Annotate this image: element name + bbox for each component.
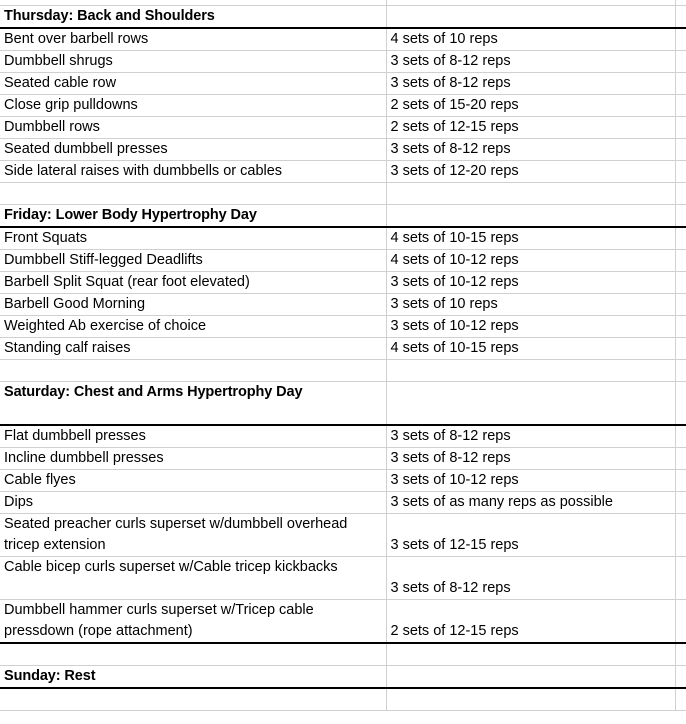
table-row: [0, 272, 686, 294]
extra-cell[interactable]: [675, 227, 686, 250]
day-header-row: [0, 6, 686, 29]
reps-cell[interactable]: [386, 643, 675, 666]
exercise-cell[interactable]: Dips: [0, 492, 386, 514]
extra-cell[interactable]: [675, 161, 686, 183]
exercise-cell[interactable]: Dumbbell shrugs: [0, 51, 386, 73]
extra-cell[interactable]: [675, 643, 686, 666]
extra-cell[interactable]: [675, 688, 686, 711]
table-row-spacer: [0, 643, 686, 666]
reps-cell[interactable]: [386, 360, 675, 382]
reps-cell[interactable]: 3 sets of 8-12 reps: [386, 557, 675, 600]
exercise-cell[interactable]: Seated dumbbell presses: [0, 139, 386, 161]
exercise-cell[interactable]: Seated preacher curls superset w/dumbbell overhead tricep extension: [0, 514, 386, 557]
exercise-cell[interactable]: Incline dumbbell presses: [0, 448, 386, 470]
reps-cell[interactable]: [386, 688, 675, 711]
reps-cell[interactable]: 4 sets of 10-15 reps: [386, 338, 675, 360]
table-row: [0, 51, 686, 73]
table-row: [0, 95, 686, 117]
reps-cell[interactable]: 3 sets of 8-12 reps: [386, 73, 675, 95]
reps-cell[interactable]: [386, 6, 675, 29]
reps-cell[interactable]: 3 sets of 8-12 reps: [386, 425, 675, 448]
extra-cell[interactable]: [675, 250, 686, 272]
day-header-row: [0, 666, 686, 689]
exercise-cell[interactable]: [0, 688, 386, 711]
reps-cell[interactable]: [386, 666, 675, 689]
day-header-cell[interactable]: Thursday: Back and Shoulders: [0, 6, 386, 29]
exercise-cell[interactable]: Weighted Ab exercise of choice: [0, 316, 386, 338]
reps-cell[interactable]: 3 sets of 8-12 reps: [386, 448, 675, 470]
extra-cell[interactable]: [675, 272, 686, 294]
extra-cell[interactable]: [675, 470, 686, 492]
table-row: [0, 425, 686, 448]
reps-cell[interactable]: [386, 183, 675, 205]
table-row: [0, 600, 686, 644]
day-header-row: [0, 205, 686, 228]
reps-cell[interactable]: 3 sets of 10 reps: [386, 294, 675, 316]
reps-cell[interactable]: 3 sets of 12-20 reps: [386, 161, 675, 183]
exercise-cell[interactable]: Dumbbell rows: [0, 117, 386, 139]
extra-cell[interactable]: [675, 117, 686, 139]
extra-cell[interactable]: [675, 338, 686, 360]
reps-cell[interactable]: [386, 205, 675, 228]
table-row: [0, 470, 686, 492]
extra-cell[interactable]: [675, 382, 686, 426]
reps-cell[interactable]: 3 sets of 12-15 reps: [386, 514, 675, 557]
table-row: [0, 492, 686, 514]
exercise-cell[interactable]: Front Squats: [0, 227, 386, 250]
exercise-cell[interactable]: Bent over barbell rows: [0, 28, 386, 51]
reps-cell[interactable]: 2 sets of 12-15 reps: [386, 117, 675, 139]
table-row-spacer: [0, 688, 686, 711]
table-row: [0, 338, 686, 360]
exercise-cell[interactable]: Cable bicep curls superset w/Cable tricep kickbacks: [0, 557, 386, 600]
table-row: [0, 294, 686, 316]
table-row: [0, 117, 686, 139]
reps-cell[interactable]: 3 sets of 8-12 reps: [386, 51, 675, 73]
extra-cell[interactable]: [675, 316, 686, 338]
table-row: [0, 139, 686, 161]
extra-cell[interactable]: [675, 51, 686, 73]
extra-cell[interactable]: [675, 205, 686, 228]
table-row-spacer: [0, 360, 686, 382]
reps-cell[interactable]: [386, 382, 675, 426]
table-row: [0, 227, 686, 250]
extra-cell[interactable]: [675, 183, 686, 205]
day-header-cell[interactable]: Saturday: Chest and Arms Hypertrophy Day: [0, 382, 386, 426]
reps-cell[interactable]: 2 sets of 15-20 reps: [386, 95, 675, 117]
reps-cell[interactable]: 3 sets of as many reps as possible: [386, 492, 675, 514]
extra-cell[interactable]: [675, 6, 686, 29]
table-row-spacer: [0, 183, 686, 205]
extra-cell[interactable]: [675, 492, 686, 514]
extra-cell[interactable]: [675, 425, 686, 448]
exercise-cell[interactable]: Barbell Split Squat (rear foot elevated): [0, 272, 386, 294]
reps-cell[interactable]: 3 sets of 10-12 reps: [386, 272, 675, 294]
extra-cell[interactable]: [675, 95, 686, 117]
exercise-cell[interactable]: Cable flyes: [0, 470, 386, 492]
table-row: [0, 250, 686, 272]
table-row: [0, 514, 686, 557]
table-row: [0, 161, 686, 183]
exercise-cell[interactable]: [0, 643, 386, 666]
extra-cell[interactable]: [675, 557, 686, 600]
extra-cell[interactable]: [675, 139, 686, 161]
exercise-cell[interactable]: Seated cable row: [0, 73, 386, 95]
table-row: [0, 73, 686, 95]
reps-cell[interactable]: 3 sets of 10-12 reps: [386, 316, 675, 338]
table-row: [0, 557, 686, 600]
reps-cell[interactable]: 3 sets of 10-12 reps: [386, 470, 675, 492]
extra-cell[interactable]: [675, 666, 686, 689]
reps-cell[interactable]: 2 sets of 12-15 reps: [386, 600, 675, 644]
exercise-cell[interactable]: [0, 183, 386, 205]
extra-cell[interactable]: [675, 28, 686, 51]
exercise-cell[interactable]: Flat dumbbell presses: [0, 425, 386, 448]
exercise-cell[interactable]: Dumbbell Stiff-legged Deadlifts: [0, 250, 386, 272]
reps-cell[interactable]: 4 sets of 10 reps: [386, 28, 675, 51]
extra-cell[interactable]: [675, 514, 686, 557]
exercise-cell[interactable]: Standing calf raises: [0, 338, 386, 360]
day-header-cell[interactable]: Sunday: Rest: [0, 666, 386, 689]
reps-cell[interactable]: 4 sets of 10-12 reps: [386, 250, 675, 272]
day-header-cell[interactable]: Friday: Lower Body Hypertrophy Day: [0, 205, 386, 228]
day-header-row: [0, 382, 686, 426]
exercise-cell[interactable]: Side lateral raises with dumbbells or cables: [0, 161, 386, 183]
extra-cell[interactable]: [675, 448, 686, 470]
exercise-cell[interactable]: Barbell Good Morning: [0, 294, 386, 316]
reps-cell[interactable]: 3 sets of 8-12 reps: [386, 139, 675, 161]
table-row: [0, 448, 686, 470]
exercise-cell[interactable]: [0, 360, 386, 382]
exercise-cell[interactable]: Dumbbell hammer curls superset w/Tricep cable pressdown (rope attachment): [0, 600, 386, 644]
extra-cell[interactable]: [675, 294, 686, 316]
table-row: [0, 28, 686, 51]
exercise-cell[interactable]: Close grip pulldowns: [0, 95, 386, 117]
extra-cell[interactable]: [675, 600, 686, 644]
extra-cell[interactable]: [675, 73, 686, 95]
reps-cell[interactable]: 4 sets of 10-15 reps: [386, 227, 675, 250]
extra-cell[interactable]: [675, 360, 686, 382]
table-row: [0, 316, 686, 338]
